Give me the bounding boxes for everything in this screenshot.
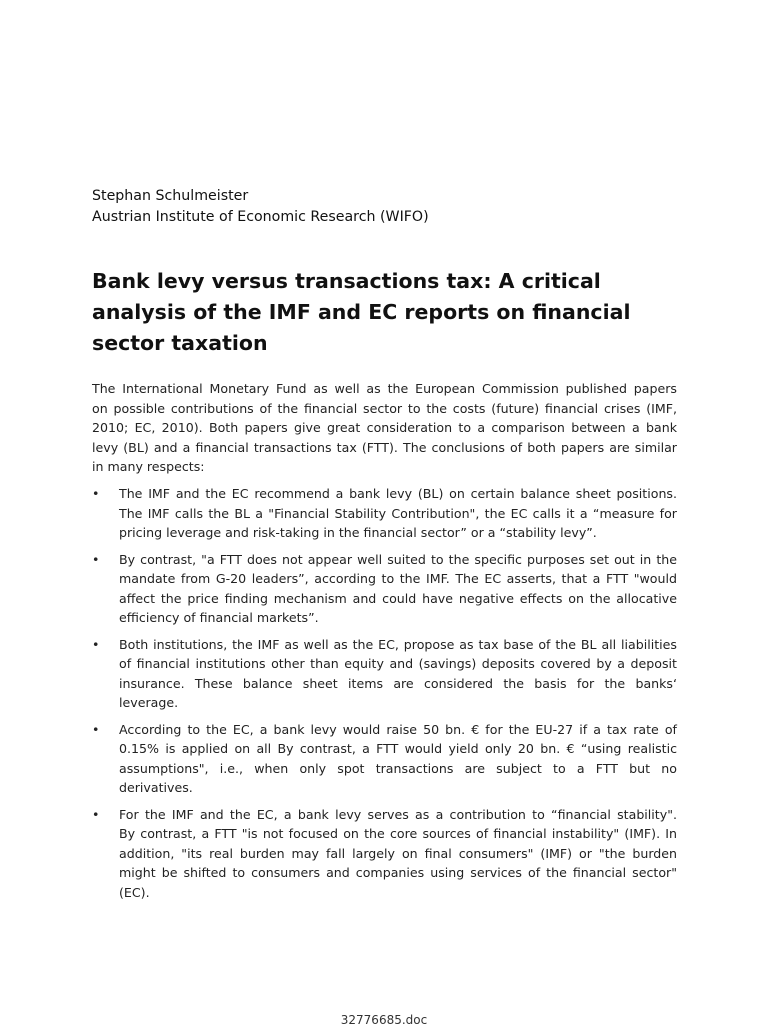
bullet-marker: • <box>92 806 100 822</box>
title-line: Bank levy versus transactions tax: A critical <box>92 269 601 293</box>
bullet-line: insurance. These balance sheet items are considered the basis for the banks‘ <box>119 675 677 691</box>
footer-filename: 32776685.doc <box>340 1013 428 1027</box>
bullet-line: (EC). <box>119 884 150 900</box>
bullet-marker: • <box>92 721 100 737</box>
bullet-line: The IMF calls the BL a "Financial Stability Contribution", the EC calls it a “measure for <box>119 505 677 521</box>
bullet-line: of financial institutions other than equity and (savings) deposits covered by a deposit <box>119 656 677 671</box>
bullet-item <box>92 805 677 903</box>
bullet-item <box>92 635 677 713</box>
title-line: analysis of the IMF and EC reports on financial <box>92 300 631 324</box>
intro-line: 2010; EC, 2010). Both papers give great consideration to a comparison between a bank <box>92 420 677 435</box>
bullet-line: addition, "its real burden may fall largely on final consumers" (IMF) or "the burden <box>119 845 677 861</box>
bullet-marker: • <box>92 486 100 501</box>
bullet-line: For the IMF and the EC, a bank levy serves as a contribution to “financial stability". <box>119 806 677 822</box>
bullet-marker: • <box>92 636 100 652</box>
bullet-item <box>92 550 677 628</box>
bullet-line: might be shifted to consumers and companies using services of the financial sector" <box>119 865 677 880</box>
bullet-line: leverage. <box>119 695 179 710</box>
bullet-line: assumptions", i.e., when only spot transactions are subject to a FTT but no <box>119 760 677 776</box>
bullet-line: The IMF and the EC recommend a bank levy (BL) on certain balance sheet positions. <box>119 486 677 501</box>
bullet-line: By contrast, a FTT "is not focused on the core sources of financial instability" (IMF). In <box>119 826 677 841</box>
bullet-marker: • <box>92 551 100 567</box>
bullet-line: affect the price finding mechanism and could have negative effects on the allocative <box>119 590 677 606</box>
bullet-item <box>92 484 677 543</box>
intro-paragraph <box>92 379 677 477</box>
bullet-line: derivatives. <box>119 780 193 795</box>
bullet-line: pricing leverage and risk-taking in the financial sector” or a “stability levy”. <box>119 525 597 540</box>
intro-line: levy (BL) and a financial transactions tax (FTT). The conclusions of both papers are similar <box>92 439 677 455</box>
document-title <box>92 266 692 359</box>
intro-line: on possible contributions of the financial sector to the costs (future) financial crises (IMF, <box>92 400 677 416</box>
bullet-line: efficiency of financial markets”. <box>119 610 319 625</box>
bullet-line: According to the EC, a bank levy would raise 50 bn. € for the EU-27 if a tax rate of <box>119 721 677 737</box>
intro-line: in many respects: <box>92 459 205 474</box>
bullet-line: mandate from G-20 leaders”, according to the IMF. The EC asserts, that a FTT "would <box>119 571 677 586</box>
author-block <box>92 186 692 228</box>
title-line: sector taxation <box>92 331 268 355</box>
author-affiliation: Austrian Institute of Economic Research (WIFO) <box>92 209 429 225</box>
bullet-line: By contrast, "a FTT does not appear well suited to the specific purposes set out in the <box>119 551 677 567</box>
bullet-line: Both institutions, the IMF as well as the EC, propose as tax base of the BL all liabilities <box>119 636 677 652</box>
bullet-item <box>92 720 677 798</box>
bullet-list <box>92 484 677 909</box>
intro-line: The International Monetary Fund as well as the European Commission published papers <box>92 381 677 396</box>
author-name: Stephan Schulmeister <box>92 188 249 204</box>
bullet-line: 0.15% is applied on all By contrast, a FTT would yield only 20 bn. € “using realistic <box>119 741 677 756</box>
